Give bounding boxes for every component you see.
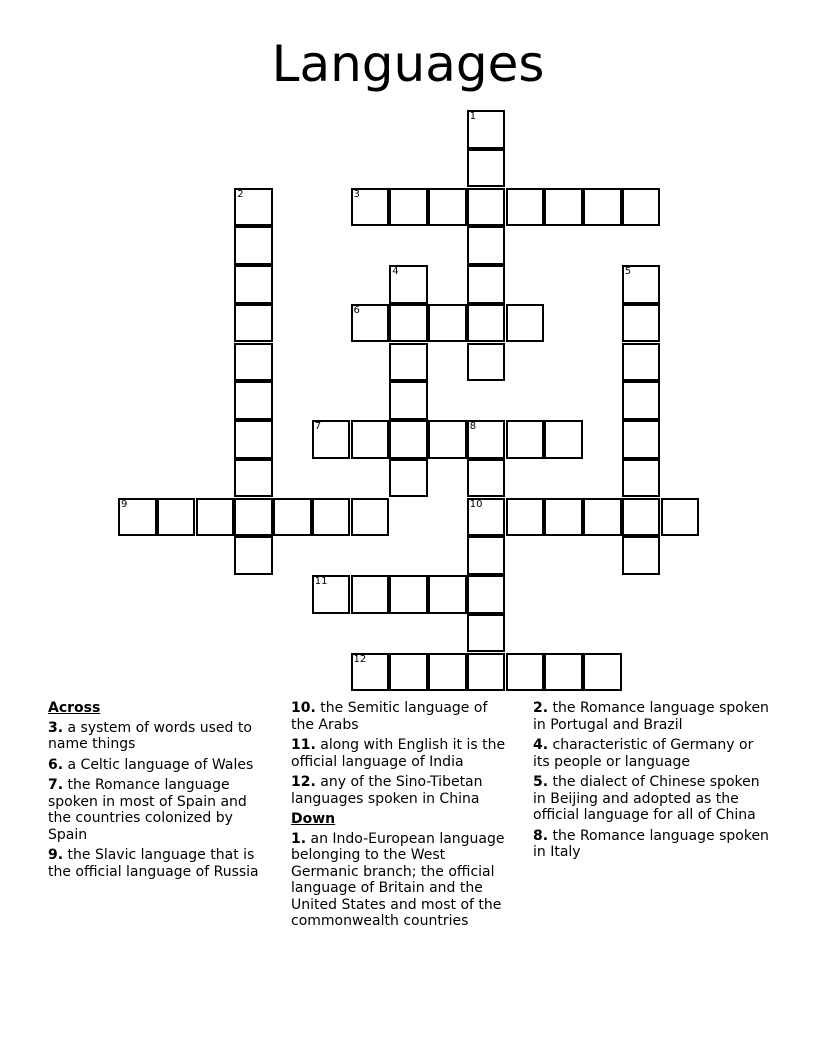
- clue-item: [48, 757, 270, 774]
- grid-cell[interactable]: [622, 536, 661, 575]
- clue-item: [48, 777, 270, 843]
- grid-cell[interactable]: [389, 265, 428, 304]
- grid-cell[interactable]: [467, 343, 506, 382]
- grid-cell[interactable]: [467, 149, 506, 188]
- clue-number-label: 9.: [48, 847, 64, 863]
- grid-cell[interactable]: [583, 653, 622, 692]
- grid-cell[interactable]: [622, 188, 661, 227]
- clue-text: the Romance language spoken in Italy: [533, 827, 769, 860]
- clue-number: 2: [237, 188, 244, 200]
- grid-cell[interactable]: [234, 343, 273, 382]
- clue-number-label: 11.: [291, 737, 316, 753]
- grid-cell[interactable]: [467, 575, 506, 614]
- grid-cell[interactable]: [312, 575, 351, 614]
- grid-cell[interactable]: [389, 459, 428, 498]
- grid-cell[interactable]: [389, 653, 428, 692]
- grid-cell[interactable]: [234, 420, 273, 459]
- grid-cell[interactable]: [273, 498, 312, 537]
- grid-cell[interactable]: [467, 265, 506, 304]
- grid-cell[interactable]: [506, 498, 545, 537]
- clue-item: [533, 700, 769, 733]
- grid-cell[interactable]: [467, 653, 506, 692]
- clue-text: the dialect of Chinese spoken in Beijing and adopted as the official language for all of China: [533, 774, 760, 823]
- grid-cell[interactable]: [351, 304, 390, 343]
- clue-number-label: 5.: [533, 774, 549, 790]
- grid-cell[interactable]: [506, 653, 545, 692]
- clue-text: an Indo-European language belonging to the West Germanic branch; the official language of Britain and the United States and most of the commonwealth countries: [291, 830, 505, 929]
- grid-cell[interactable]: [118, 498, 157, 537]
- clue-text: a system of words used to name things: [48, 719, 252, 752]
- grid-cell[interactable]: [428, 575, 467, 614]
- grid-cell[interactable]: [622, 343, 661, 382]
- grid-cell[interactable]: [389, 381, 428, 420]
- clue-item: [533, 774, 769, 824]
- grid-cell[interactable]: [467, 614, 506, 653]
- grid-cell[interactable]: [196, 498, 235, 537]
- clue-number: 9: [121, 498, 128, 510]
- puzzle-title: Languages: [271, 35, 545, 93]
- grid-cell[interactable]: [351, 498, 390, 537]
- grid-cell[interactable]: [234, 536, 273, 575]
- grid-cell[interactable]: [312, 498, 351, 537]
- clue-number: 1: [469, 111, 477, 122]
- grid-cell[interactable]: [506, 420, 545, 459]
- grid-cell[interactable]: [467, 110, 506, 149]
- grid-cell[interactable]: [234, 265, 273, 304]
- grid-cell[interactable]: [467, 226, 506, 265]
- clues-column-3: [533, 700, 769, 865]
- across-clue-list-continued: [291, 700, 513, 807]
- clue-number-label: 2.: [533, 700, 549, 716]
- clue-number: 12: [353, 653, 367, 665]
- grid-cell[interactable]: [467, 536, 506, 575]
- clue-item: [48, 720, 270, 753]
- clue-number: 4: [392, 266, 399, 277]
- clue-item: [533, 828, 769, 861]
- grid-cell[interactable]: [506, 304, 545, 343]
- clue-number-label: 10.: [291, 700, 316, 716]
- grid-cell[interactable]: [583, 188, 622, 227]
- grid-cell[interactable]: [389, 304, 428, 343]
- clue-item: [291, 700, 513, 733]
- grid-cell[interactable]: [389, 188, 428, 227]
- grid-cell[interactable]: [428, 304, 467, 343]
- grid-cell[interactable]: [157, 498, 196, 537]
- grid-cell[interactable]: [389, 575, 428, 614]
- grid-cell[interactable]: [544, 498, 583, 537]
- clue-text: the Slavic language that is the official language of Russia: [48, 847, 259, 880]
- clue-number-label: 4.: [533, 737, 549, 753]
- clue-text: the Semitic language of the Arabs: [291, 700, 488, 733]
- grid-cell[interactable]: [467, 420, 506, 459]
- clue-number-label: 8.: [533, 827, 549, 844]
- clue-item: [291, 831, 513, 930]
- grid-cell[interactable]: [234, 188, 273, 227]
- clue-number-label: 7.: [48, 777, 64, 793]
- clue-item: [533, 737, 769, 770]
- clue-number-label: 1.: [291, 830, 307, 847]
- clue-text: characteristic of Germany or its people or language: [533, 737, 754, 770]
- clue-item: [291, 737, 513, 770]
- grid-cell[interactable]: [622, 265, 661, 304]
- grid-cell[interactable]: [622, 459, 661, 498]
- grid-cell[interactable]: [389, 343, 428, 382]
- grid-cell[interactable]: [467, 304, 506, 343]
- grid-cell[interactable]: [312, 420, 351, 459]
- clue-number: 6: [353, 304, 360, 316]
- grid-cell[interactable]: [234, 304, 273, 343]
- clue-text: the Romance language spoken in most of Spain and the countries colonized by Spain: [48, 777, 247, 843]
- grid-cell[interactable]: [428, 653, 467, 692]
- grid-cell[interactable]: [622, 498, 661, 537]
- grid-cell[interactable]: [544, 188, 583, 227]
- down-heading: Down: [291, 811, 336, 827]
- grid-cell[interactable]: [234, 381, 273, 420]
- grid-cell[interactable]: [622, 304, 661, 343]
- grid-cell[interactable]: [234, 498, 273, 537]
- clue-item: [291, 774, 513, 807]
- grid-cell[interactable]: [467, 188, 506, 227]
- grid-cell[interactable]: [661, 498, 700, 537]
- grid-cell[interactable]: [506, 188, 545, 227]
- clue-number: 8: [469, 421, 477, 432]
- clue-number: 5: [624, 266, 632, 277]
- grid-cell[interactable]: [583, 498, 622, 537]
- clue-text: the Romance language spoken in Portugal and Brazil: [533, 700, 769, 733]
- clue-number: 3: [353, 188, 360, 200]
- grid-cell[interactable]: [467, 498, 506, 537]
- down-clue-list-continued: [533, 700, 769, 861]
- grid-cell[interactable]: [428, 420, 467, 459]
- clue-number: 10: [469, 498, 483, 510]
- grid-cell[interactable]: [622, 381, 661, 420]
- across-heading: Across: [48, 700, 101, 716]
- clue-number-label: 6.: [48, 756, 64, 773]
- grid-cell[interactable]: [467, 459, 506, 498]
- grid-cell[interactable]: [234, 226, 273, 265]
- clue-text: a Celtic language of Wales: [63, 756, 254, 773]
- clue-number: 11: [314, 576, 328, 587]
- grid-cell[interactable]: [622, 420, 661, 459]
- clue-text: any of the Sino-Tibetan languages spoken in China: [291, 774, 483, 807]
- grid-cell[interactable]: [389, 420, 428, 459]
- grid-cell[interactable]: [351, 575, 390, 614]
- grid-cell[interactable]: [351, 188, 390, 227]
- grid-cell[interactable]: [234, 459, 273, 498]
- clue-item: [48, 847, 270, 880]
- grid-cell[interactable]: [544, 420, 583, 459]
- grid-cell[interactable]: [544, 653, 583, 692]
- clues-column-2: [291, 700, 513, 934]
- clue-number: 7: [314, 421, 322, 432]
- clues-column-1: [48, 700, 270, 884]
- clue-text: along with English it is the official language of India: [291, 737, 506, 770]
- grid-cell[interactable]: [351, 653, 390, 692]
- grid-cell[interactable]: [351, 420, 390, 459]
- grid-cell[interactable]: [428, 188, 467, 227]
- clue-number-label: 12.: [291, 774, 316, 790]
- across-clue-list: [48, 720, 270, 881]
- clue-number-label: 3.: [48, 719, 64, 736]
- down-clue-list: [291, 831, 513, 930]
